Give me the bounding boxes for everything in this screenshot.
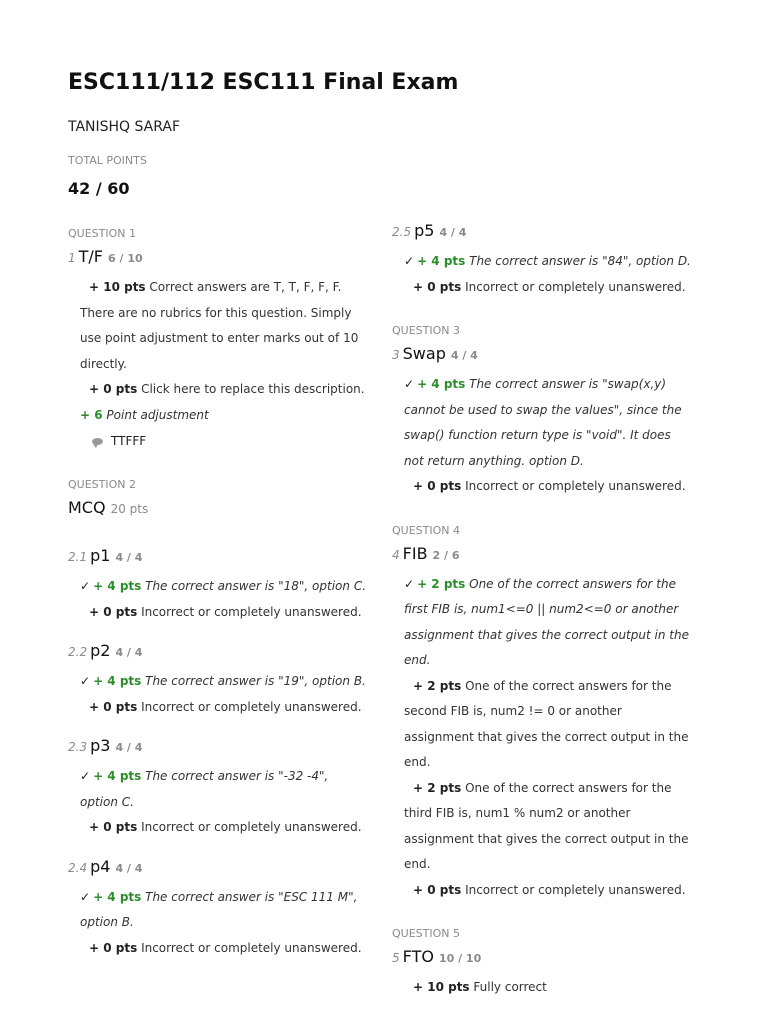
question-label: QUESTION 2 <box>68 478 136 491</box>
check-icon: ✓ <box>80 579 91 593</box>
question-5 <box>392 925 692 1001</box>
point-adjustment <box>68 403 368 429</box>
rubric-item-selected <box>68 764 368 815</box>
total-points-label: TOTAL POINTS <box>68 154 147 167</box>
right-column <box>392 221 692 1001</box>
rubric-text: Incorrect or completely unanswered. <box>465 279 686 294</box>
question-3 <box>392 322 692 500</box>
rubric-item <box>392 474 692 500</box>
question-score: 2 / 6 <box>432 548 460 562</box>
rubric-text: One of the correct answers for the third FIB is, num1 % num2 or another assignment that gives the correct output in the end. <box>404 780 689 871</box>
rubric-text: Incorrect or completely unanswered. <box>141 820 362 834</box>
question-label: QUESTION 5 <box>392 927 460 940</box>
subquestion-score: 4 / 4 <box>439 226 467 239</box>
question-title: FIB <box>402 543 428 563</box>
question-4 <box>392 522 692 904</box>
subquestion-score: 4 / 4 <box>115 741 143 754</box>
question-score: 10 / 10 <box>438 952 482 965</box>
subquestion-2-3 <box>68 736 368 841</box>
rubric-text: Incorrect or completely unanswered. <box>141 604 362 619</box>
question-title: Swap <box>402 344 446 363</box>
subquestion-score: 4 / 4 <box>115 551 143 564</box>
left-column <box>68 225 368 961</box>
rubric-points: + 4 pts <box>93 579 142 593</box>
question-title: FTO <box>402 947 434 966</box>
rubric-points: + 0 pts <box>413 479 462 493</box>
question-1 <box>68 225 368 454</box>
rubric-item-selected <box>68 669 368 695</box>
rubric-points: + 0 pts <box>89 604 138 619</box>
subquestion-heading <box>68 546 368 572</box>
subquestion-title: p3 <box>90 736 111 755</box>
rubric-item-selected <box>68 885 368 936</box>
question-score: 6 / 10 <box>108 252 143 265</box>
question-heading <box>392 947 692 973</box>
total-points-value: 42 / 60 <box>68 179 130 198</box>
subquestion-2-1 <box>68 546 368 625</box>
question-label: QUESTION 4 <box>392 523 460 537</box>
adjustment-points: + 6 <box>80 407 103 422</box>
rubric-points: + 0 pts <box>89 820 138 834</box>
question-title: MCQ <box>68 498 106 517</box>
rubric-text: Incorrect or completely unanswered. <box>141 699 362 714</box>
subquestion-2-5 <box>392 221 692 300</box>
rubric-text: The correct answer is "84", option D. <box>469 254 691 268</box>
rubric-points: + 0 pts <box>89 940 138 955</box>
subquestion-number: 2.4 <box>68 860 88 875</box>
check-icon: ✓ <box>80 889 91 904</box>
rubric-points: + 2 pts <box>413 780 462 795</box>
rubric-points: + 0 pts <box>413 882 462 897</box>
subquestion-score: 4 / 4 <box>115 646 143 659</box>
comment-text: TTFFF <box>111 434 147 448</box>
adjustment-text: Point adjustment <box>106 407 209 422</box>
rubric-text: One of the correct answers for the second FIB is, num2 != 0 or another assignment that gives the correct output in the end. <box>404 678 689 769</box>
question-score: 4 / 4 <box>450 349 478 362</box>
subquestion-title: p2 <box>90 641 111 660</box>
rubric-item <box>392 674 692 776</box>
rubric-text: Click here to replace this description. <box>141 382 365 396</box>
subquestion-title: p1 <box>90 546 111 565</box>
rubric-points: + 2 pts <box>413 678 462 693</box>
subquestion-heading <box>68 641 368 667</box>
rubric-text: The correct answer is "ESC 111 M", option B. <box>80 889 358 929</box>
question-number: 1 <box>68 251 76 265</box>
subquestion-heading <box>68 736 368 762</box>
rubric-points: + 4 pts <box>417 377 466 391</box>
rubric-points: + 2 pts <box>417 576 466 591</box>
rubric-points: + 0 pts <box>413 279 462 294</box>
rubric-item-selected <box>392 572 692 674</box>
rubric-item <box>68 600 368 626</box>
rubric-text: One of the correct answers for the first FIB is, num1<=0 || num2<=0 or another assignment that gives the correct output in the end. <box>404 576 689 667</box>
rubric-text: The correct answer is "19", option B. <box>145 674 366 688</box>
rubric-points: + 4 pts <box>93 674 142 688</box>
page-title: ESC111/112 ESC111 Final Exam <box>68 70 459 95</box>
subquestion-2-4 <box>68 857 368 962</box>
question-heading <box>392 544 692 570</box>
rubric-item <box>68 695 368 721</box>
rubric-points: + 0 pts <box>89 699 138 714</box>
subquestion-number: 2.2 <box>68 645 88 659</box>
subquestion-title: p4 <box>90 856 111 876</box>
rubric-item <box>392 776 692 878</box>
rubric-points: + 4 pts <box>93 769 142 783</box>
rubric-item-selected <box>392 372 692 474</box>
grader-comment <box>68 428 368 454</box>
check-icon: ✓ <box>404 576 415 591</box>
subquestion-heading <box>392 221 692 247</box>
check-icon: ✓ <box>80 769 91 783</box>
rubric-text: Correct answers are T, T, F, F, F. There are no rubrics for this question. Simply use point adjustment to enter marks out of 10 directly. <box>80 280 359 371</box>
rubric-text: Incorrect or completely unanswered. <box>141 940 362 955</box>
rubric-item <box>68 936 368 962</box>
subquestion-title: p5 <box>414 221 435 240</box>
rubric-item <box>392 275 692 301</box>
comment-icon <box>92 438 103 445</box>
rubric-item <box>392 975 692 1001</box>
question-2 <box>68 476 368 961</box>
rubric-text: Incorrect or completely unanswered. <box>465 882 686 897</box>
check-icon: ✓ <box>80 674 91 688</box>
question-number: 3 <box>392 348 400 362</box>
question-number: 5 <box>392 951 400 965</box>
question-number: 4 <box>392 547 400 562</box>
rubric-item <box>68 275 368 377</box>
subquestion-number: 2.1 <box>68 550 88 564</box>
question-heading <box>68 247 368 273</box>
check-icon: ✓ <box>404 254 415 268</box>
subquestion-heading <box>68 857 368 883</box>
subquestion-2-2 <box>68 641 368 720</box>
rubric-item-selected <box>68 574 368 600</box>
subquestion-number: 2.3 <box>68 740 88 754</box>
rubric-item <box>392 878 692 904</box>
student-name: TANISHQ SARAF <box>68 119 181 135</box>
rubric-item <box>68 377 368 403</box>
subquestion-number: 2.5 <box>392 225 412 239</box>
question-label: QUESTION 1 <box>68 227 136 240</box>
rubric-item-selected <box>392 249 692 275</box>
rubric-item <box>68 815 368 841</box>
question-label: QUESTION 3 <box>392 324 460 337</box>
rubric-points: + 10 pts <box>413 980 470 994</box>
rubric-points: + 0 pts <box>89 382 138 396</box>
subquestion-score: 4 / 4 <box>115 861 143 875</box>
rubric-text: The correct answer is "18", option C. <box>145 579 367 593</box>
rubric-points: + 10 pts <box>89 280 146 294</box>
check-icon: ✓ <box>404 377 415 391</box>
question-heading <box>392 344 692 370</box>
rubric-text: Fully correct <box>473 980 547 994</box>
rubric-points: + 4 pts <box>417 254 466 268</box>
rubric-points: + 4 pts <box>93 889 142 904</box>
question-heading <box>68 498 368 528</box>
question-points: 20 pts <box>110 502 149 516</box>
rubric-text: The correct answer is "swap(x,y) cannot be used to swap the values", since the swap() function return type is "void". It does not return anything. option D. <box>404 377 682 468</box>
rubric-text: Incorrect or completely unanswered. <box>465 479 686 493</box>
question-title: T/F <box>78 247 104 266</box>
rubric-text: The correct answer is "-32 -4", option C. <box>80 769 329 809</box>
